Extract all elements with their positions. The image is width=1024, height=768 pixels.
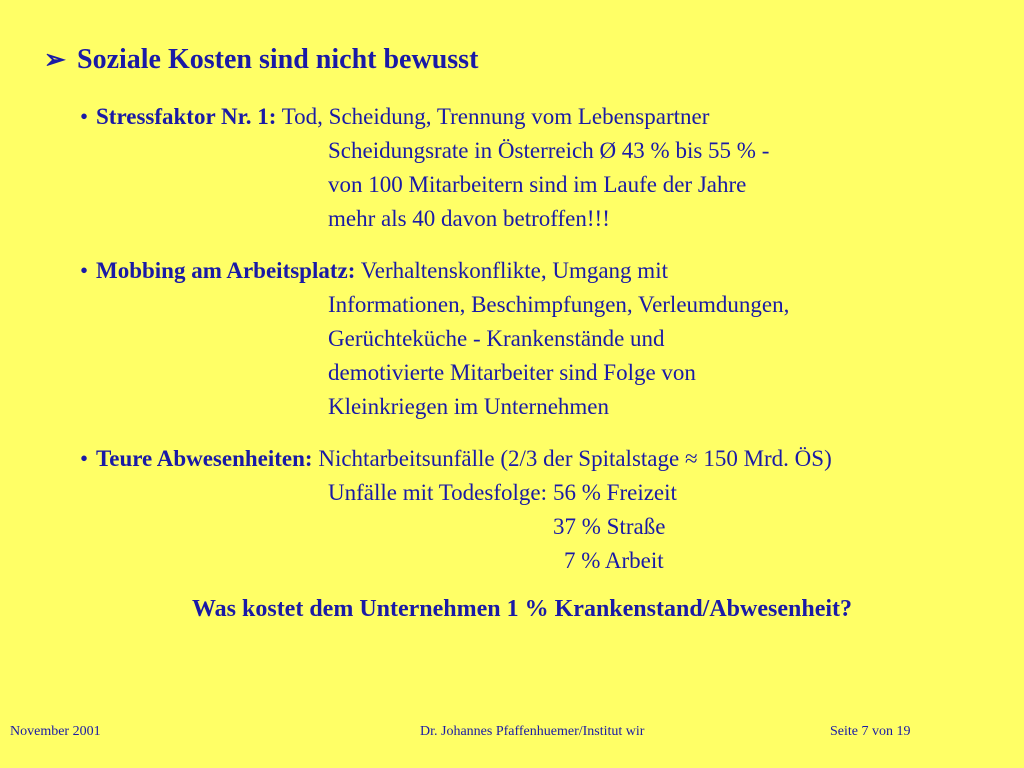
bullet-abwesenheiten — [80, 442, 832, 578]
slide-title — [44, 44, 478, 76]
footer-date: November 2001 — [10, 724, 101, 739]
bullet-term: Mobbing am Arbeitsplatz: — [96, 258, 356, 283]
stat-row — [328, 510, 832, 544]
stat-value: 56 % Freizeit — [552, 480, 677, 505]
bullet-continuation: von 100 Mitarbeitern sind im Laufe der Jahre — [328, 172, 747, 197]
bullet-text: Nichtarbeitsunfälle (2/3 der Spitalstage ≈ 150 Mrd. ÖS) — [318, 446, 832, 471]
key-question: Was kostet dem Unternehmen 1 % Krankenstand/Abwesenheit? — [191, 596, 853, 622]
arrow-bullet-icon: ➢ — [44, 45, 66, 74]
bullet-text: Verhaltenskonflikte, Umgang mit — [360, 258, 668, 283]
bullet-continuation: mehr als 40 davon betroffen!!! — [328, 206, 610, 231]
stat-value: 37 % Straße — [552, 514, 666, 539]
bullet-term: Stressfaktor Nr. 1: — [96, 104, 277, 129]
footer-page-number: Seite 7 von 19 — [830, 724, 911, 739]
bullet-stressfaktor — [80, 100, 769, 236]
bullet-first-line — [80, 254, 789, 288]
bullet-dot-icon: • — [80, 104, 89, 129]
slide-title-text: Soziale Kosten sind nicht bewusst — [77, 44, 479, 75]
bullet-continuation: demotivierte Mitarbeiter sind Folge von — [328, 360, 696, 385]
bullet-mobbing — [80, 254, 789, 424]
bullet-continuation: Scheidungsrate in Österreich Ø 43 % bis 55 % - — [328, 138, 770, 163]
bullet-first-line — [80, 442, 832, 476]
bullet-continuation: Kleinkriegen im Unternehmen — [328, 394, 610, 419]
bullet-text: Tod, Scheidung, Trennung vom Lebenspartner — [281, 104, 710, 129]
fatal-accidents-stats — [80, 476, 832, 578]
stat-row — [328, 476, 832, 510]
bullet-term: Teure Abwesenheiten: — [96, 446, 313, 471]
footer-author: Dr. Johannes Pfaffenhuemer/Institut wir — [420, 724, 645, 739]
stat-prefix: Unfälle mit Todesfolge: — [328, 480, 547, 505]
stat-row — [328, 544, 832, 578]
stat-value: 7 % Arbeit — [563, 548, 664, 573]
bullet-continuation: Informationen, Beschimpfungen, Verleumdungen, — [328, 292, 790, 317]
bullet-dot-icon: • — [80, 258, 89, 283]
bullet-continuation: Gerüchteküche - Krankenstände und — [328, 326, 665, 351]
bullet-first-line — [80, 100, 769, 134]
bullet-dot-icon: • — [80, 446, 89, 471]
